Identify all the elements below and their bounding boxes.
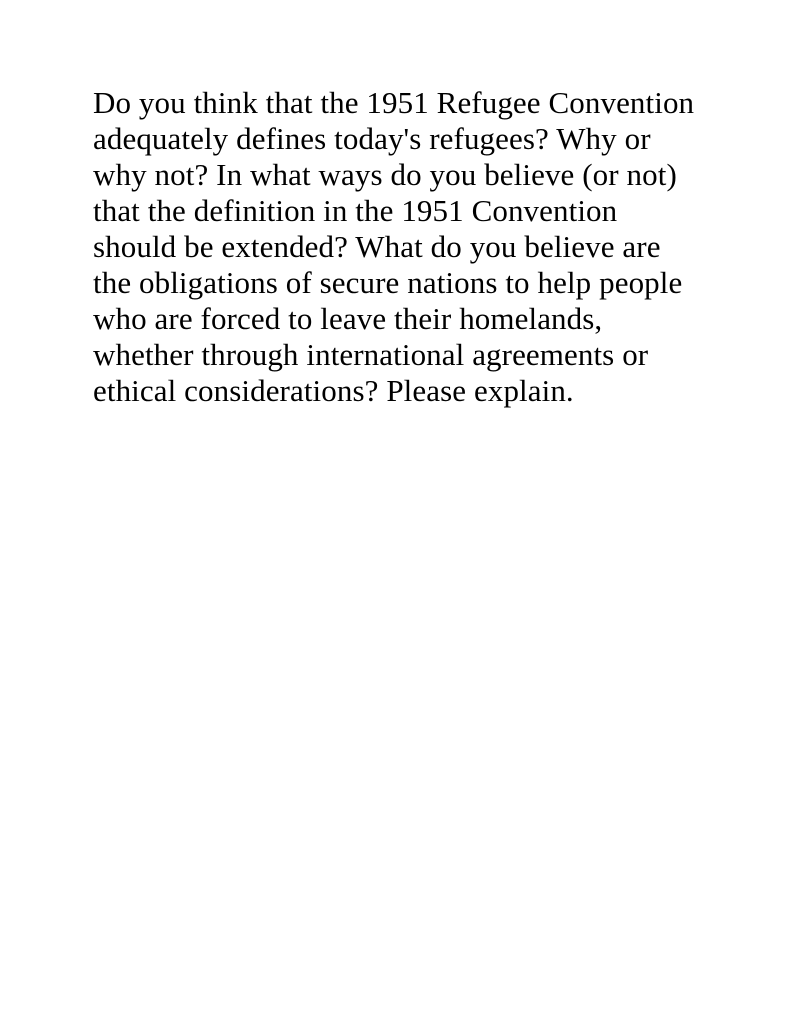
paragraph-line: Do you think that the 1951 Refugee Convention [93, 85, 695, 120]
paragraph-line: who are forced to leave their homelands, [93, 301, 603, 336]
paragraph-line: that the definition in the 1951 Convention [93, 193, 618, 228]
paragraph-line: ethical considerations? Please explain. [93, 373, 574, 408]
paragraph-line: the obligations of secure nations to help people [93, 265, 683, 300]
paragraph-line: why not? In what ways do you believe (or not) [93, 157, 677, 192]
prompt-paragraph [93, 85, 733, 409]
paragraph-line: should be extended? What do you believe are [93, 229, 661, 264]
paragraph-line: adequately defines today's refugees? Why or [93, 121, 651, 156]
paragraph-line: whether through international agreements or [93, 337, 649, 372]
